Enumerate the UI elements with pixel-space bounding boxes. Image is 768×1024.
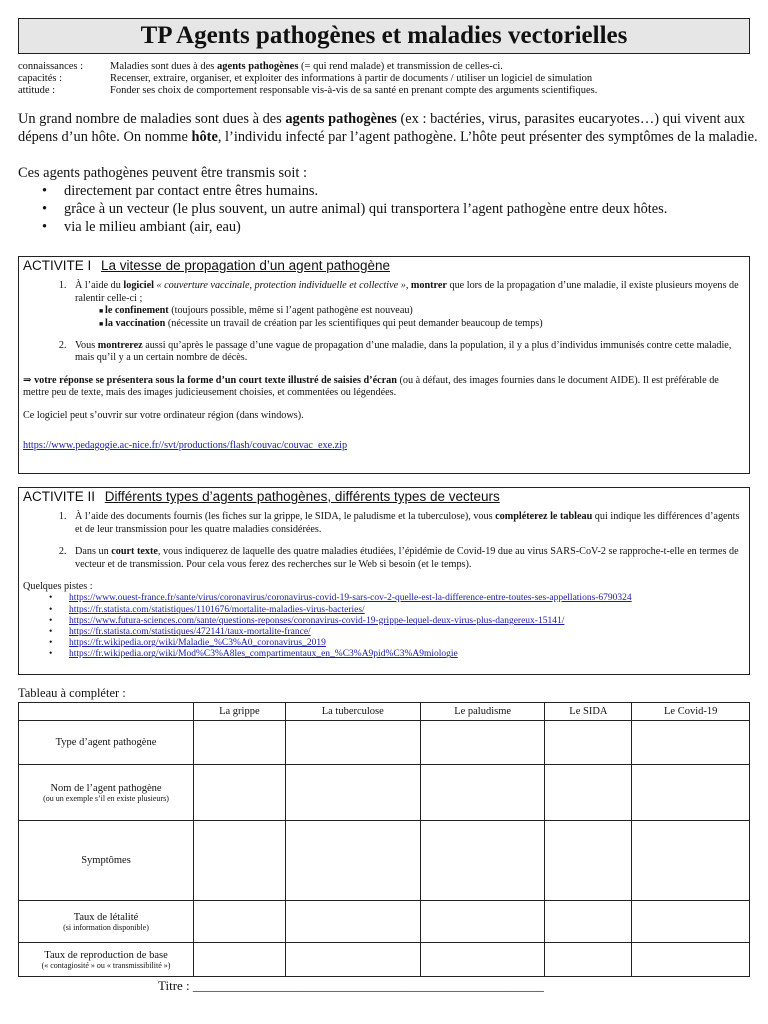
answer-cell[interactable]: [194, 901, 286, 943]
intro-paragraph: Un grand nombre de maladies sont dues à des agents pathogènes (ex : bactéries, virus, parasites eucaryotes…) qui vivent aux dépens d’un hôte. On nomme hôte, l’individu infecté par l’agent pathogène. L’hôte peut présenter des symptômes de la maladie.: [18, 111, 758, 145]
resource-link[interactable]: https://fr.wikipedia.org/wiki/Mod%C3%A8les_compartimentaux_en_%C3%A9pid%C3%A9miologie: [69, 649, 458, 660]
resource-link[interactable]: https://fr.statista.com/statistiques/1101676/mortalite-maladies-virus-bacteries/: [69, 604, 365, 615]
answer-cell[interactable]: [545, 901, 632, 943]
answer-cell[interactable]: [545, 765, 632, 821]
table-row: [19, 721, 750, 765]
objective-key: capacités :: [18, 73, 63, 84]
table-label: Tableau à compléter :: [18, 686, 126, 700]
list-item: [49, 649, 749, 660]
activity-title: La vitesse de propagation d’un agent pathogène: [101, 258, 391, 273]
list-item: [49, 605, 749, 616]
introduction: [18, 110, 758, 236]
intro-transmission: Ces agents pathogènes peuvent être transmis soit :: [18, 165, 307, 181]
objective-text: Fonder ses choix de comportement responsable vis-à-vis de sa santé en prenant compte des arguments scientifiques.: [110, 85, 598, 96]
objective-row: [18, 61, 758, 73]
resource-link[interactable]: https://www.ouest-france.fr/sante/virus/coronavirus/coronavirus-covid-19-sars-cov-2-quelle-est-la-difference-entre-toutes-ses-appellations-6790324: [69, 593, 632, 604]
answer-cell[interactable]: [285, 943, 420, 977]
column-header: La grippe: [194, 703, 286, 721]
list-item: ■ le confinement (toujours possible, même si l’agent pathogène est nouveau): [99, 305, 749, 317]
page-title: TP Agents pathogènes et maladies vectorielles: [18, 18, 750, 54]
answer-cell[interactable]: [545, 943, 632, 977]
activity-2-header: [19, 488, 749, 503]
answer-instructions: ⇒ votre réponse se présentera sous la forme d’un court texte illustré de saisies d’écran (ou à défaut, des images fournies dans le document AIDE). Il est préférable de mettre peu de texte, mais des images judicieusement choisies, et commentées ou légendées.: [23, 374, 719, 399]
row-label: Taux de létalité (si information disponible): [19, 901, 194, 943]
activity-title: Différents types d’agents pathogènes, différents types de vecteurs: [104, 489, 500, 504]
list-item: 1. À l’aide des documents fournis (les fiches sur la grippe, le SIDA, le paludisme et la tuberculose), vous compléterez le tableau qui indique les différences d’agents et de leur transmission pour les quatre maladies considérées.: [69, 511, 749, 536]
objective-row: [18, 85, 758, 97]
table-row: [19, 821, 750, 901]
resource-link[interactable]: https://fr.statista.com/statistiques/472141/taux-mortalite-france/: [69, 627, 311, 638]
row-label: Nom de l’agent pathogène (ou un exemple s’il en existe plusieurs): [19, 765, 194, 821]
title-label: Titre :: [158, 978, 190, 993]
table-row: [19, 765, 750, 821]
answer-cell[interactable]: [545, 721, 632, 765]
table-row: [19, 943, 750, 977]
list-item: [49, 638, 749, 649]
answer-cell[interactable]: [285, 721, 420, 765]
column-header: Le Covid-19: [632, 703, 750, 721]
activity-1-steps: [19, 280, 749, 364]
objective-key: attitude :: [18, 85, 56, 96]
activity-1-header: [19, 257, 749, 272]
activity-label: ACTIVITE I: [23, 258, 92, 273]
column-header: La tuberculose: [285, 703, 420, 721]
tracks-label: Quelques pistes :: [23, 581, 93, 593]
software-download-link[interactable]: https://www.pedagogie.ac-nice.fr//svt/productions/flash/couvac/couvac_exe.zip: [23, 440, 348, 452]
activity-1-box: [18, 256, 750, 474]
answer-cell[interactable]: [632, 943, 750, 977]
completion-table: [18, 702, 750, 977]
resource-link[interactable]: https://www.futura-sciences.com/sante/questions-reponses/coronavirus-covid-19-grippe-lequel-deux-virus-plus-dangereux-15141/: [69, 615, 565, 626]
activity-2-box: [18, 487, 750, 675]
objective-row: [18, 73, 758, 85]
title-field: [158, 978, 544, 994]
answer-cell[interactable]: [285, 821, 420, 901]
software-note: Ce logiciel peut s’ouvrir sur votre ordinateur région (dans windows).: [23, 409, 304, 421]
list-item: [49, 627, 749, 638]
answer-cell[interactable]: [194, 943, 286, 977]
list-item: ■ la vaccination (nécessite un travail de création par les scientifiques qui peut demander beaucoup de temps): [99, 318, 749, 330]
answer-cell[interactable]: [420, 821, 545, 901]
title-blank-line[interactable]: ______________________________________________________: [192, 978, 544, 993]
objectives: [18, 61, 758, 97]
answer-cell[interactable]: [285, 901, 420, 943]
table-header-row: [19, 703, 750, 721]
objective-key: connaissances :: [18, 61, 84, 72]
answer-cell[interactable]: [420, 943, 545, 977]
objective-text: Recenser, extraire, organiser, et exploiter des informations à partir de documents / utiliser un logiciel de simulation: [110, 73, 593, 84]
list-item: 2. Dans un court texte, vous indiquerez de laquelle des quatre maladies étudiées, l’épidémie de Covid-19 due au virus SARS-CoV-2 se rapproche-t-elle en termes de vecteur et de transmission. Pour cela vous ferez des recherches sur le Web si besoin (et le temps).: [69, 546, 749, 571]
list-item: 2. Vous montrerez aussi qu’après le passage d’une vague de propagation d’une maladie, dans la population, il y a plus d’individus immunisés contre cette maladie, mais qu’il y a un certain nombre de décès.: [69, 340, 749, 365]
answer-cell[interactable]: [420, 765, 545, 821]
answer-cell[interactable]: [632, 765, 750, 821]
list-item: • directement par contact entre êtres humains.: [42, 182, 758, 200]
list-item: • via le milieu ambiant (air, eau): [42, 218, 758, 236]
means-list: [75, 305, 749, 330]
list-item: 1. À l’aide du logiciel « couverture vaccinale, protection individuelle et collective », montrer que lors de la propagation d’une maladie, il existe plusieurs moyens de ralentir celle-ci ; ■ le confinement (toujours possible, même si l’agent pathogène est nouveau) ■ la vaccination (nécessite un travail de création par les scientifiques qui peut demander beaucoup de temps): [69, 280, 749, 330]
column-header: Le SIDA: [545, 703, 632, 721]
resource-link[interactable]: https://fr.wikipedia.org/wiki/Maladie_%C3%A0_coronavirus_2019: [69, 638, 326, 649]
row-label: Symptômes: [19, 821, 194, 901]
activity-2-steps: [19, 511, 749, 571]
row-label: Taux de reproduction de base (« contagiosité » ou « transmissibilité »): [19, 943, 194, 977]
list-item: [49, 616, 749, 627]
table-row: [19, 901, 750, 943]
row-label: Type d’agent pathogène: [19, 721, 194, 765]
answer-cell[interactable]: [194, 765, 286, 821]
activity-label: ACTIVITE II: [23, 489, 96, 504]
objective-text: Maladies sont dues à des agents pathogènes (= qui rend malade) et transmission de celles-ci.: [110, 61, 503, 72]
answer-cell[interactable]: [632, 721, 750, 765]
answer-cell[interactable]: [632, 901, 750, 943]
answer-cell[interactable]: [545, 821, 632, 901]
corner-cell: [19, 703, 194, 721]
software-link-wrap: [19, 440, 749, 452]
answer-cell[interactable]: [194, 821, 286, 901]
column-header: Le paludisme: [420, 703, 545, 721]
answer-cell[interactable]: [632, 821, 750, 901]
answer-cell[interactable]: [194, 721, 286, 765]
transmission-list: [18, 182, 758, 236]
answer-cell[interactable]: [285, 765, 420, 821]
answer-cell[interactable]: [420, 901, 545, 943]
resource-links: [19, 593, 749, 660]
list-item: • grâce à un vecteur (le plus souvent, un autre animal) qui transportera l’agent pathogène entre deux hôtes.: [42, 200, 758, 218]
list-item: [49, 593, 749, 604]
answer-cell[interactable]: [420, 721, 545, 765]
